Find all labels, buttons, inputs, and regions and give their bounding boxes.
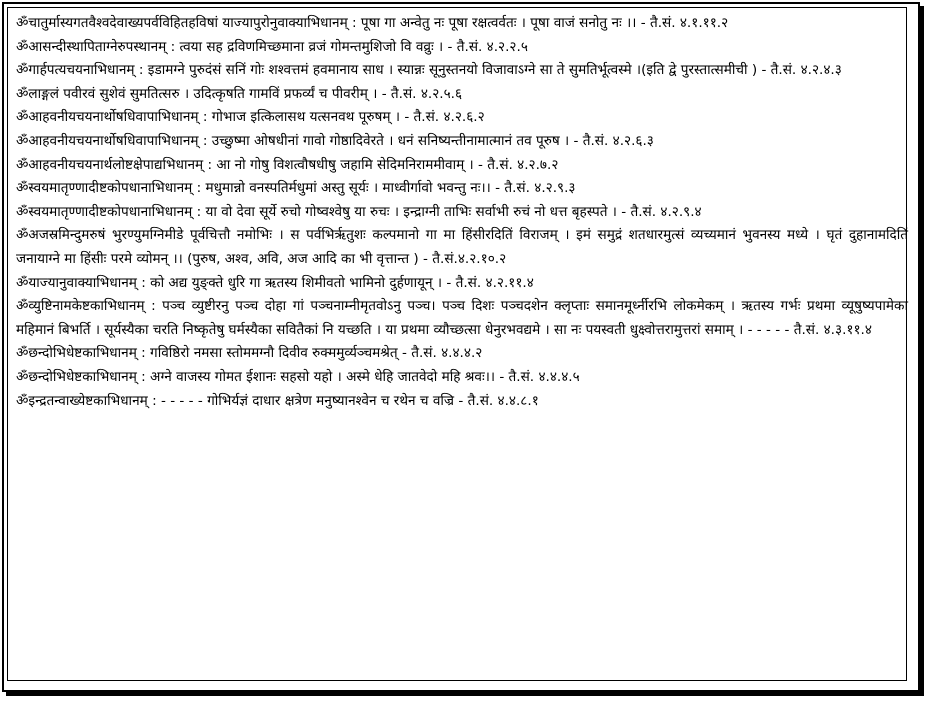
text-entry: ॐगार्हपत्यचयनाभिधानम् : इडामग्ने पुरुदंसं सनिं गोः शश्वत्तमं हवमानाय साध । स्यान्नः सूनुस्तनयो विजावाऽग्ने सा ते सुमतिर्भूत्वस्मे ।(इति द्वे पुरस्तात्समीची ) - तै.सं. ४.२.४.३ xyxy=(16,62,842,79)
text-entry: ॐआहवनीयचयनार्थलोष्टक्षेपाद्यभिधानम् : आ नो गोषु विशत्वौषधीषु जहामि सेदिमनिराममीवाम् । - तै.सं. ४.२.७.२ xyxy=(16,156,559,173)
text-entry: ॐअजस्रमिन्दुमरुषं भुरण्युमग्निमीडे पूर्वचित्तौ नमोभिः । स पर्वभिर्ऋतुशः कल्पमानो गा मा हिंसीरदितिं विराजम् । इमं समुद्रं शतधारमुत्सं व्यच्यमानं भुवनस्य मध्ये । घृतं दुहानामदितिं जनायाग्ने मा हिंसीः परमे व्योमन् ।। (पुरुष, अश्व, अवि, अज आदि का भी वृत्तान्त ) - तै.सं.४.२.१०.२ xyxy=(16,227,908,267)
text-entry: ॐआहवनीयचयनार्थोषधिवापाभिधानम् : गोभाज इत्किलासथ यत्सनवथ पूरुषम् । - तै.सं. ४.२.६.२ xyxy=(16,109,485,126)
border-shadow-bottom xyxy=(6,692,924,696)
text-entry: ॐइन्द्रतन्वाख्येष्टकाभिधानम् : - - - - - गोभिर्यज्ञं दाधार क्षत्रेण मनुष्यानश्वेन च रथेन च वज्रि - तै.सं. ४.४.८.१ xyxy=(16,392,539,409)
text-entry: ॐआहवनीयचयनार्थोषधिवापाभिधानम् : उच्छुष्मा ओषधीनां गावो गोष्ठादिवेरते । धनं सनिष्यन्तीनामात्मानं तव पूरुष । - तै.सं. ४.२.६.३ xyxy=(16,132,654,149)
border-shadow-right xyxy=(920,6,924,696)
text-entry: ॐछन्दोभिधेष्टकाभिधानम् : गविष्ठिरो नमसा स्तोममग्नौ दिवीव रुक्ममुर्व्यञ्चमश्रेत् - तै.सं. ४.४.४.२ xyxy=(16,345,483,362)
text-entry: ॐआसन्दीस्थापिताग्नेरुपस्थानम् : त्वया सह द्रविणमिच्छमाना व्रजं गोमन्तमुशिजो वि वव्रुः । - तै.सं. ४.२.२.५ xyxy=(16,38,528,55)
text-entry: ॐस्वयमातृण्णादीष्टकोपधानाभिधानम् : या वो देवा सूर्ये रुचो गोष्वश्वेषु या रुचः । इन्द्राग्नी ताभिः सर्वाभी रुचं नो धत्त बृहस्पते । - तै.सं. ४.२.९.४ xyxy=(16,203,702,220)
text-entry: ॐलाङ्गलं पवीरवं सुशेवं सुमतित्सरु । उदित्कृषति गामविं प्रफर्व्यं च पीवरीम् । - तै.सं. ४.२.५.६ xyxy=(16,85,463,102)
document-body xyxy=(16,12,908,413)
text-entry: ॐस्वयमातृण्णादीष्टकोपधानाभिधानम् : मधुमान्नो वनस्पतिर्मधुमां अस्तु सूर्यः । माध्वीर्गावो भवन्तु नः।। - तै.सं. ४.२.९.३ xyxy=(16,180,576,197)
text-entry: ॐव्युष्टिनामकेष्टकाभिधानम् : पञ्च व्युष्टीरनु पञ्च दोहा गां पञ्चनाम्नीमृतवोऽनु पञ्च। पञ्च दिशः पञ्चदशेन क्लृप्ताः समानमूर्ध्नीरभि लोकमेकम् । ऋतस्य गर्भः प्रथमा व्यूषुष्यपामेका महिमानं बिभर्ति । सूर्यस्यैका चरति निष्कृतेषु घर्मस्यैका सवितैकां नि यच्छति । या प्रथमा व्यौच्छत्सा धेनुरभवद्यमे । सा नः पयस्वती धुक्ष्वोत्तरामुत्तरां समाम् । - - - - - तै.सं. ४.३.११.४ xyxy=(16,298,908,338)
text-entry: ॐछन्दोभिधेष्टकाभिधानम् : अग्ने वाजस्य गोमत ईशानः सहसो यहो । अस्मे धेहि जातवेदो महि श्रवः।। - तै.सं. ४.४.४.५ xyxy=(16,368,580,385)
text-entry: ॐयाज्यानुवाक्याभिधानम् : को अद्य युङ्क्ते धुरि गा ऋतस्य शिमीवतो भामिनो दुर्हणायून् । - तै.सं. ४.२.११.४ xyxy=(16,274,534,291)
text-entry: ॐचातुर्मास्यगतवैश्वदेवाख्यपर्वविहितहविषां याज्यापुरोनुवाक्याभिधानम् : पूषा गा अन्वेतु नः पूषा रक्षत्वर्वतः । पूषा वाजं सनोतु नः ।। - तै.सं. ४.१.११.२ xyxy=(16,15,729,31)
